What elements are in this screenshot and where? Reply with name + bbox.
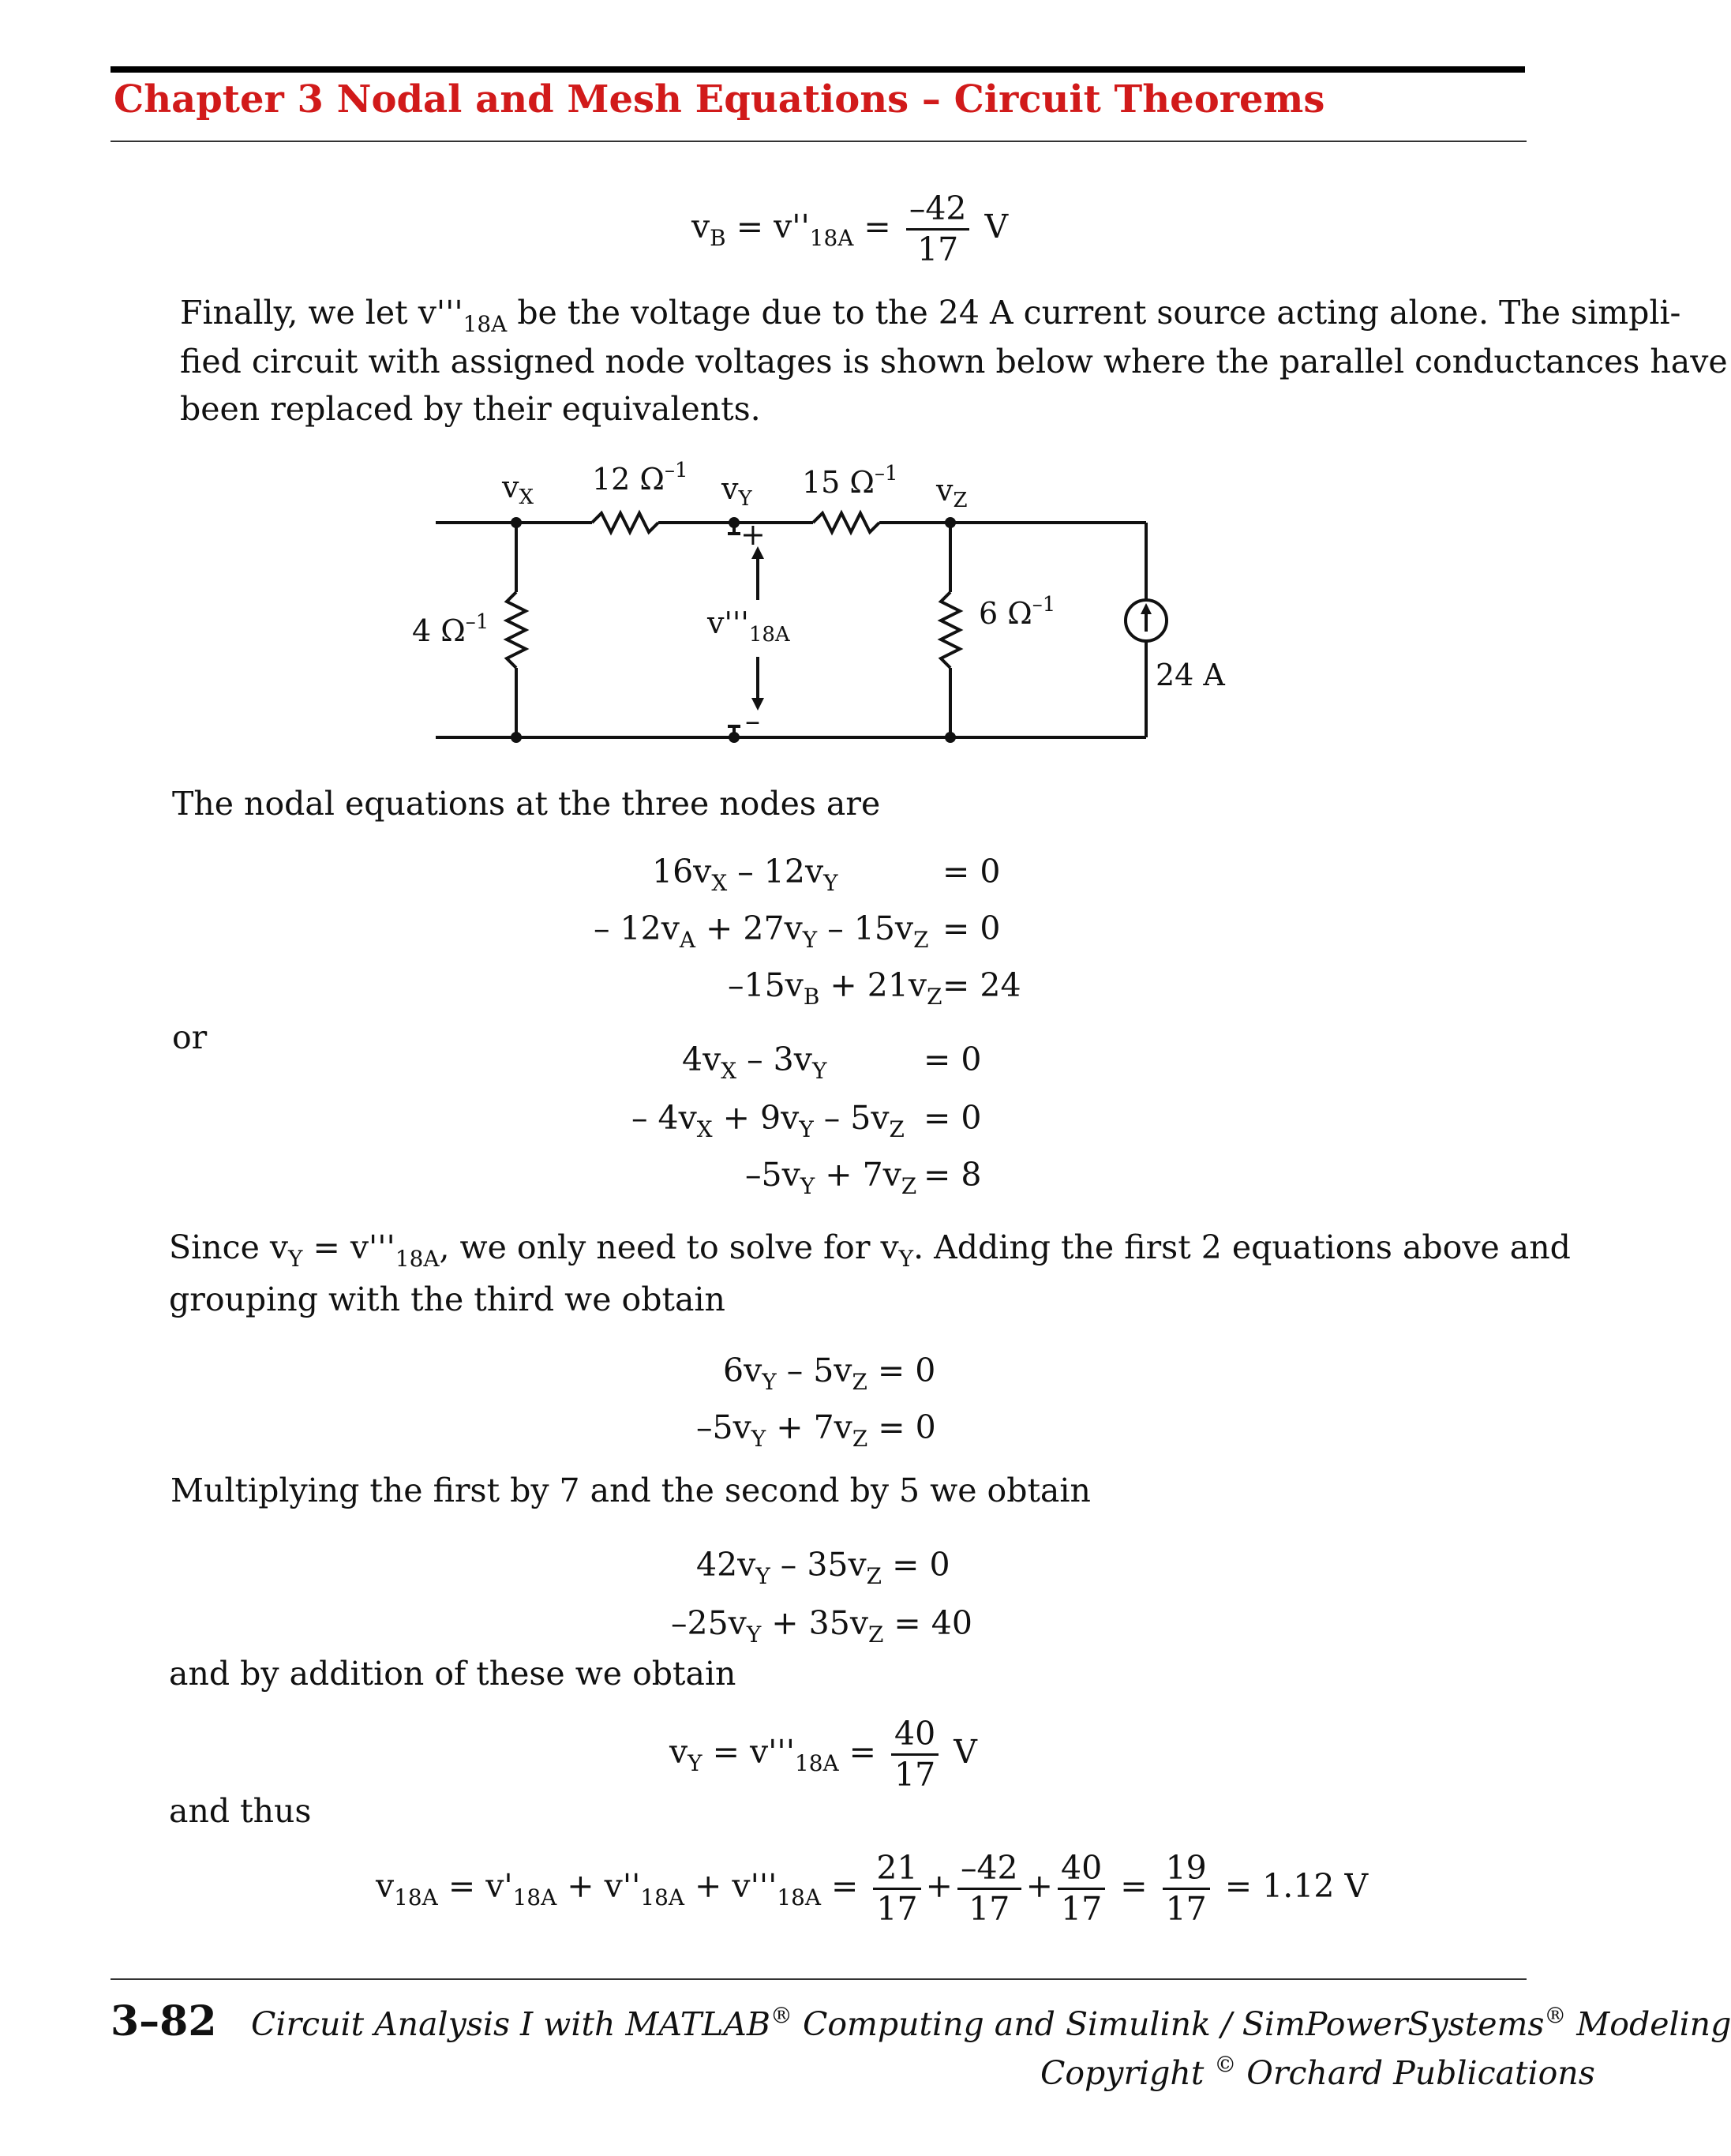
equation-rhs: = 0 (942, 909, 1001, 947)
label-vx: $v_X$ (502, 470, 534, 509)
equation-row: $42v_Y - 35v_Z = 0$ (696, 1546, 950, 1589)
equation-row: $-5v_Y + 7v_Z$ (745, 1156, 917, 1199)
paragraph-line: been replaced by their equivalents. (180, 390, 761, 428)
header-bottom-rule (111, 141, 1527, 142)
fraction: $\frac{21}{17}$ (873, 1852, 920, 1925)
copyright: Copyright © Orchard Publications (1040, 2051, 1595, 2092)
equation-row: $16v_X - 12v_Y$ (652, 853, 838, 896)
circuit-diagram (412, 458, 1231, 774)
equation-rhs: = 0 (924, 1041, 982, 1078)
label-source: 24 A (1156, 658, 1225, 692)
equation-rhs: = 8 (924, 1156, 982, 1194)
label-vz: $v_Z$ (936, 473, 968, 512)
paragraph-line: and by addition of these we obtain (169, 1655, 736, 1693)
paragraph-line: grouping with the third we obtain (169, 1280, 725, 1318)
label-r4: 4 $\Omega^{-1}$ (412, 610, 489, 648)
equation-row: $-25v_Y + 35v_Z = 40$ (671, 1604, 972, 1648)
paragraph-line: Since $v_Y = v'''_{18A}$, we only need to solve for $v_Y$. Adding the first 2 equations above and (169, 1228, 1571, 1272)
fraction: $\frac{40}{17}$ (891, 1718, 939, 1791)
book-title: Circuit Analysis I with MATLAB® Computing and Simulink / SimPowerSystems® Modeling (251, 2002, 1731, 2043)
fraction: $\frac{-42}{17}$ (957, 1852, 1021, 1925)
paragraph-line: fied circuit with assigned node voltages is shown below where the parallel conductances have (180, 343, 1728, 381)
footer-rule (111, 1978, 1527, 1980)
equation-final: $v_{18A} = v'_{18A} + v''_{18A} + v'''_{18A}$ = $\frac{21}{17}$ + $\frac{-42}{17}$ + $\frac{40}{17}$ = $\frac{19}{17}$ = 1.12 V (376, 1849, 1369, 1928)
equation-row: $-15v_B + 21v_Z$ (728, 966, 942, 1010)
label-plus: + (740, 517, 766, 552)
resistor-4 (507, 592, 526, 668)
header-top-rule (111, 66, 1525, 73)
page-number: 3–82 (111, 1997, 217, 2045)
chapter-title: Chapter 3 Nodal and Mesh Equations – Circuit Theorems (114, 77, 1325, 122)
label-r12: 12 $\Omega^{-1}$ (592, 459, 688, 497)
equation-row: $-5v_Y + 7v_Z = 0$ (696, 1408, 936, 1452)
equation-vy: $v_Y = v'''_{18A}$ = $\frac{40}{17}$ V (669, 1715, 977, 1794)
resistor-6 (941, 592, 960, 668)
fraction: $\frac{19}{17}$ (1163, 1852, 1210, 1925)
resistor-15 (813, 513, 879, 532)
equation-rhs: = 24 (942, 966, 1021, 1004)
paragraph-line: The nodal equations at the three nodes are (172, 785, 881, 823)
node-dot (511, 732, 522, 743)
resistor-12 (592, 513, 658, 532)
node-dot (945, 517, 956, 528)
equation-row: $6v_Y - 5v_Z = 0$ (723, 1352, 936, 1395)
paragraph-line: Finally, we let $v'''_{18A}$ be the voltage due to the 24 A current source acting alone. The simpli- (180, 294, 1681, 337)
paragraph-line: and thus (169, 1792, 312, 1830)
equation-vb: $v_B = v''_{18A}$ = $\frac{-42}{17}$ V (691, 189, 1009, 268)
equation-rhs: = 0 (942, 853, 1001, 891)
node-dot (729, 517, 740, 528)
node-dot (511, 517, 522, 528)
label-minus: – (745, 703, 760, 738)
label-vy: $v_Y$ (721, 471, 752, 511)
fraction: $\frac{-42}{17}$ (906, 193, 970, 266)
paragraph-line: Multiplying the first by 7 and the second by 5 we obtain (170, 1472, 1091, 1509)
label-voltage: $v'''_{18A}$ (707, 606, 790, 647)
label-r15: 15 $\Omega^{-1}$ (802, 462, 898, 500)
equation-row: $4v_X - 3v_Y$ (682, 1041, 827, 1084)
node-dot (945, 732, 956, 743)
arrowhead (1141, 603, 1152, 614)
fraction: $\frac{40}{17}$ (1058, 1852, 1105, 1925)
equation-row: – $4v_X + 9v_Y - 5v_Z$ (631, 1099, 905, 1142)
equation-rhs: = 0 (924, 1099, 982, 1137)
label-r6: 6 $\Omega^{-1}$ (979, 593, 1056, 631)
or-word: or (172, 1018, 208, 1056)
equation-row: – $12v_A + 27v_Y - 15v_Z$ (594, 909, 929, 953)
node-dot (729, 732, 740, 743)
